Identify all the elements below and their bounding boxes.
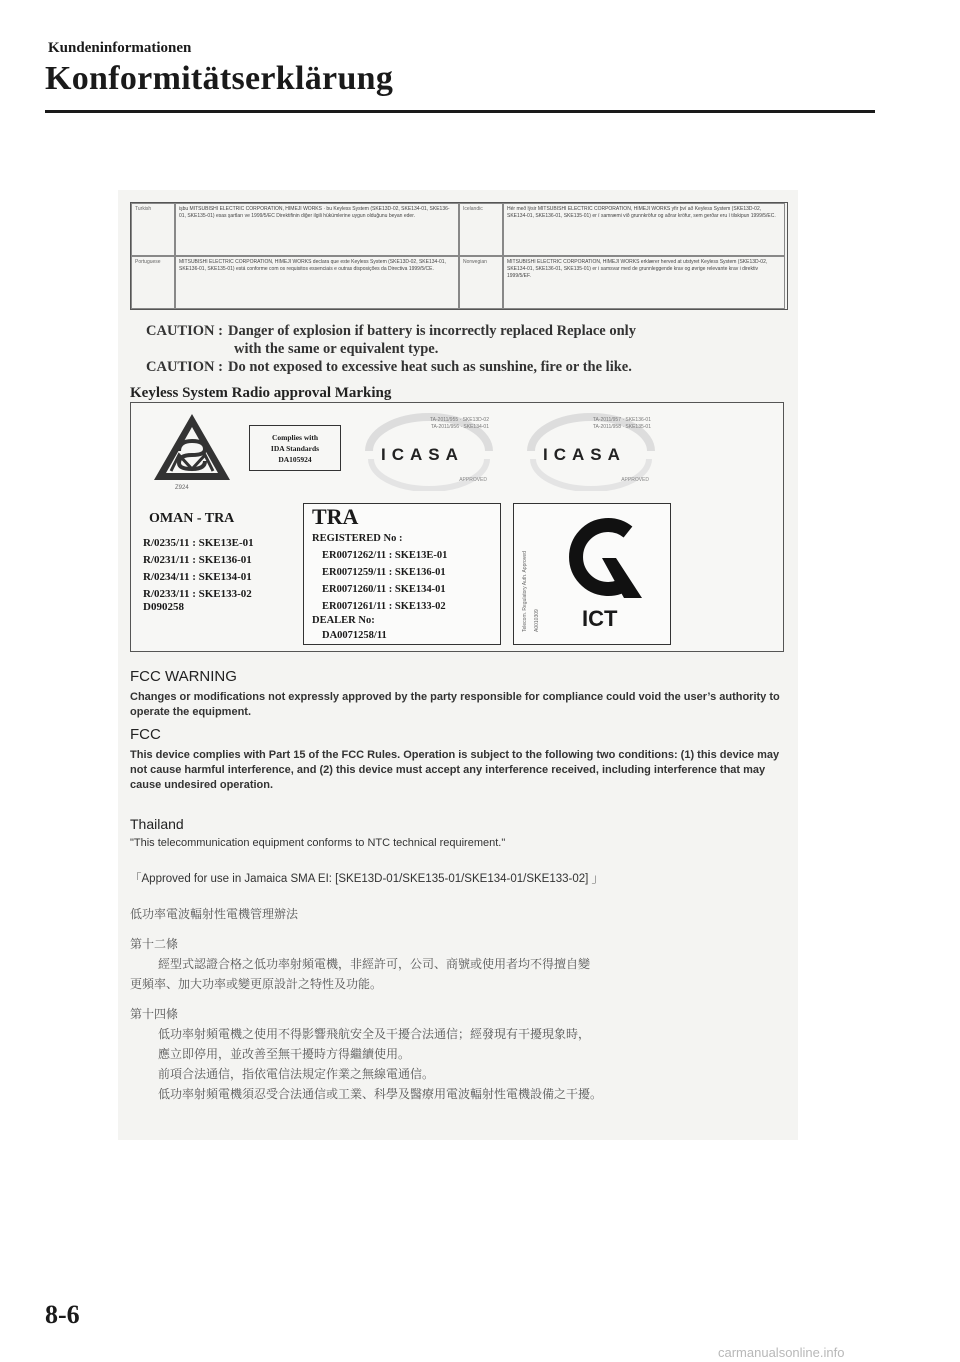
icasa-ref-line: TA-2011/958 · SKE135-01	[592, 424, 651, 430]
fcc-warning-text: Changes or modifications not expressly approved by the party responsible for compliance could void the user’s authority to operate the equipment.	[130, 691, 780, 718]
eu-text: MITSUBISHI ELECTRIC CORPORATION, HIMEJI WORKS erklærer herved at utstyret Keyless System (SKE13D-02, SKE134-01, SKE136-01, SKE135-01) er i samsvar med de grunnleggende krav og øvrige relevante krav i direktiv 1999/5/EF.	[503, 256, 785, 309]
eu-lang: Icelandic	[459, 203, 503, 256]
icasa-ref	[409, 417, 489, 431]
rcm-compliance-mark-icon	[151, 411, 233, 483]
icasa-approved: APPROVED	[621, 477, 649, 483]
page-number: 8-6	[45, 1300, 80, 1329]
taiwan-article-14-line: 應立即停用，並改善至無干擾時方得繼續使用。	[158, 1047, 411, 1061]
tra-dealer-number: DA0071258/11	[322, 630, 387, 641]
site-watermark: carmanualsonline.info	[718, 1345, 845, 1360]
tra-line: ER0071262/11 : SKE13E-01	[322, 550, 448, 561]
fcc-warning-title: FCC WARNING	[130, 668, 237, 685]
scanned-compliance-sheet	[118, 190, 798, 1140]
tra-registered-label: REGISTERED No :	[312, 533, 403, 544]
taiwan-article-12-line: 更頻率、加大功率或變更原設計之特性及功能。	[130, 977, 383, 991]
caution-text: Do not exposed to excessive heat such as sunshine, fire or the like.	[228, 359, 632, 375]
icasa-ref-line: TA-2011/955 · SKE13D-02	[429, 417, 489, 423]
ict-side-text: Telecom. Regulatory Auth. Approved	[522, 551, 528, 632]
keyless-marking-title: Keyless System Radio approval Marking	[130, 385, 392, 401]
eu-text: işbu MITSUBISHI ELECTRIC CORPORATION, HIMEJI WORKS · bu Keyless System (SKE13D-02, SKE134-01, SKE136-01, SKE135-01) esas şartları ve 1999/5/EC Direktifinin diğer ilgili hükümlerine uygun olduğunu beyan eder.	[175, 203, 459, 256]
icasa-ref-line: TA-2011/957 · SKE136-01	[592, 417, 651, 423]
eu-text: Hér með lýsir MITSUBISHI ELECTRIC CORPORATION, HIMEJI WORKS yfir því að Keyless System (SKE13D-02, SKE134-01, SKE136-01, SKE135-01) er í samræmi við grunnkröfur og aðrar kröfur, sem gerðar eru í tilskipun 1999/5/EC.	[503, 203, 785, 256]
tra-dealer-label: DEALER No:	[312, 615, 375, 626]
oman-line: R/0234/11 : SKE134-01	[143, 571, 252, 583]
tra-line: ER0071260/11 : SKE134-01	[322, 584, 446, 595]
section-label: Kundeninformationen	[48, 40, 192, 56]
ict-side-text: A0010309	[534, 609, 540, 632]
taiwan-article-14-line: 前項合法通信，指依電信法規定作業之無線電通信。	[158, 1067, 435, 1081]
taiwan-title: 低功率電波輻射性電機管理辦法	[130, 907, 299, 921]
caution-label: CAUTION :	[146, 359, 223, 375]
caution-battery	[146, 322, 636, 358]
page-title: Konformitätserklärung	[45, 60, 394, 97]
icasa-logo-text: ICASA	[543, 445, 626, 464]
tra-title: TRA	[312, 504, 359, 529]
taiwan-article-14-line: 低功率射頻電機須忍受合法通信或工業、科學及醫療用電波輻射性電機設備之干擾。	[158, 1087, 603, 1101]
ida-complies-box	[249, 425, 341, 471]
oman-line: R/0233/11 : SKE133-02	[143, 588, 252, 600]
tra-line: ER0071261/11 : SKE133-02	[322, 601, 446, 612]
complies-line: DA105924	[278, 455, 312, 464]
caution-text: Danger of explosion if battery is incorrectly replaced Replace only	[228, 323, 636, 339]
oman-line: R/0235/11 : SKE13E-01	[143, 537, 254, 549]
taiwan-article-12-title: 第十二條	[130, 937, 179, 951]
caution-heat	[146, 358, 632, 376]
title-rule	[45, 110, 875, 113]
icasa-ref	[571, 417, 651, 431]
icasa-mark-1	[359, 411, 499, 491]
eu-text: MITSUBISHI ELECTRIC CORPORATION, HIMEJI WORKS declara que este Keyless System (SKE13D-02, SKE134-01, SKE136-01, SKE135-01) está conforme com os requisitos essenciais e outras disposições da Directiva 1999/5/CE.	[175, 256, 459, 309]
eu-declaration-table	[130, 202, 788, 310]
tra-registration-box	[303, 503, 501, 645]
taiwan-article-12-line: 經型式認證合格之低功率射頻電機，非經許可，公司、商號或使用者均不得擅自變	[158, 957, 591, 971]
oman-line: D090258	[143, 601, 184, 613]
eu-lang: Portuguese	[131, 256, 175, 309]
icasa-logo-text: ICASA	[381, 445, 464, 464]
ict-approval-box	[513, 503, 671, 645]
oman-tra-title: OMAN - TRA	[149, 511, 235, 526]
tra-line: ER0071259/11 : SKE136-01	[322, 567, 446, 578]
caution-label: CAUTION :	[146, 323, 223, 339]
thailand-title: Thailand	[130, 816, 184, 832]
caution-text-cont: with the same or equivalent type.	[234, 341, 439, 357]
complies-line: IDA Standards	[270, 444, 320, 453]
fcc-text: This device complies with Part 15 of the FCC Rules. Operation is subject to the following two conditions: (1) this device may not cause harmful interference, and (2) this device must accept any interference received, including interference that may cause undesired operation.	[130, 749, 780, 791]
rcm-code: Z924	[175, 485, 189, 491]
fcc-title: FCC	[130, 726, 161, 743]
thailand-text: "This telecommunication equipment conforms to NTC technical requirement."	[130, 837, 506, 849]
oman-line: R/0231/11 : SKE136-01	[143, 554, 252, 566]
jamaica-approval: 「Approved for use in Jamaica SMA EI: [SKE13D-01/SKE135-01/SKE134-01/SKE133-02] 」	[130, 873, 604, 885]
icasa-mark-2	[521, 411, 661, 491]
icasa-approved: APPROVED	[459, 477, 487, 483]
taiwan-article-14-line: 低功率射頻電機之使用不得影響飛航安全及干擾合法通信；經發現有干擾現象時，	[158, 1027, 591, 1041]
ict-logo-icon	[558, 512, 648, 602]
eu-lang: Turkish	[131, 203, 175, 256]
approval-marking-box	[130, 402, 784, 652]
icasa-ref-line: TA-2011/956 · SKE134-01	[430, 424, 489, 430]
taiwan-article-14-title: 第十四條	[130, 1007, 179, 1021]
eu-lang: Norwegian	[459, 256, 503, 309]
complies-line: Complies with	[271, 433, 319, 442]
ict-logo-text: ICT	[582, 606, 618, 631]
